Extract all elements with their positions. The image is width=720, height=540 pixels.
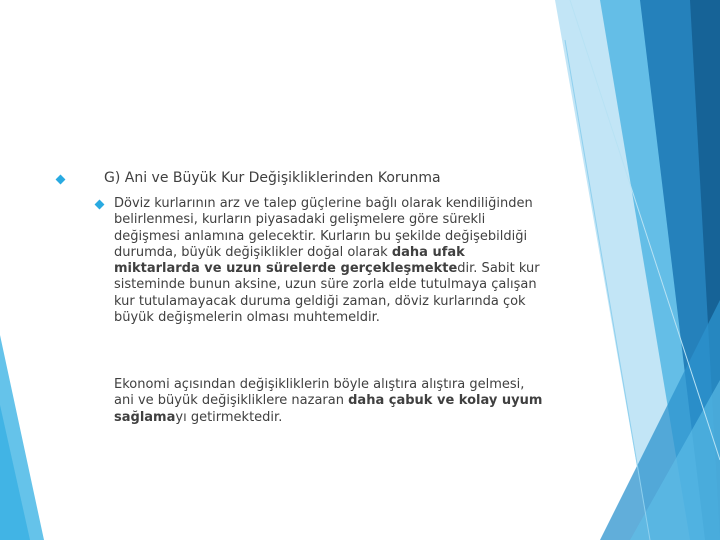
paragraph-2-text-a: Ekonomi açısından değişikliklerin böyle alıştıra alıştıra gelmesi, ani ve büyük değişikliklere nazaran [114,377,525,409]
paragraph-1 [114,196,544,326]
heading: G) Ani ve Büyük Kur Değişikliklerinden Korunma [104,170,441,186]
paragraph-1-emphasis: daha ufak miktarlarda ve uzun sürelerde gerçekleşmekte [114,244,465,277]
paragraph-1-text-a: Döviz kurlarının arz ve talep güçlerine bağlı olarak kendiliğinden belirlenmesi, kurların piyasadaki gelişmelere göre sürekli değişmesi anlamına gelecektir. Kurların bu şekilde değişebildiği durumda, büyük değişiklikler doğal olarak [114,196,533,260]
paragraph-2-text-b: yı getirmektedir. [175,409,283,425]
paragraph-2 [114,377,544,426]
paragraph-1-text-b: dir. Sabit kur sisteminde bunun aksine, uzun süre zorla elde tutulmaya çalışan kur tutulamayacak duruma geldiği zaman, döviz kurlarında çok büyük değişmelerin olması muhtemeldir. [114,261,540,326]
paragraph-2-emphasis: daha çabuk ve kolay uyum sağlama [114,393,543,425]
